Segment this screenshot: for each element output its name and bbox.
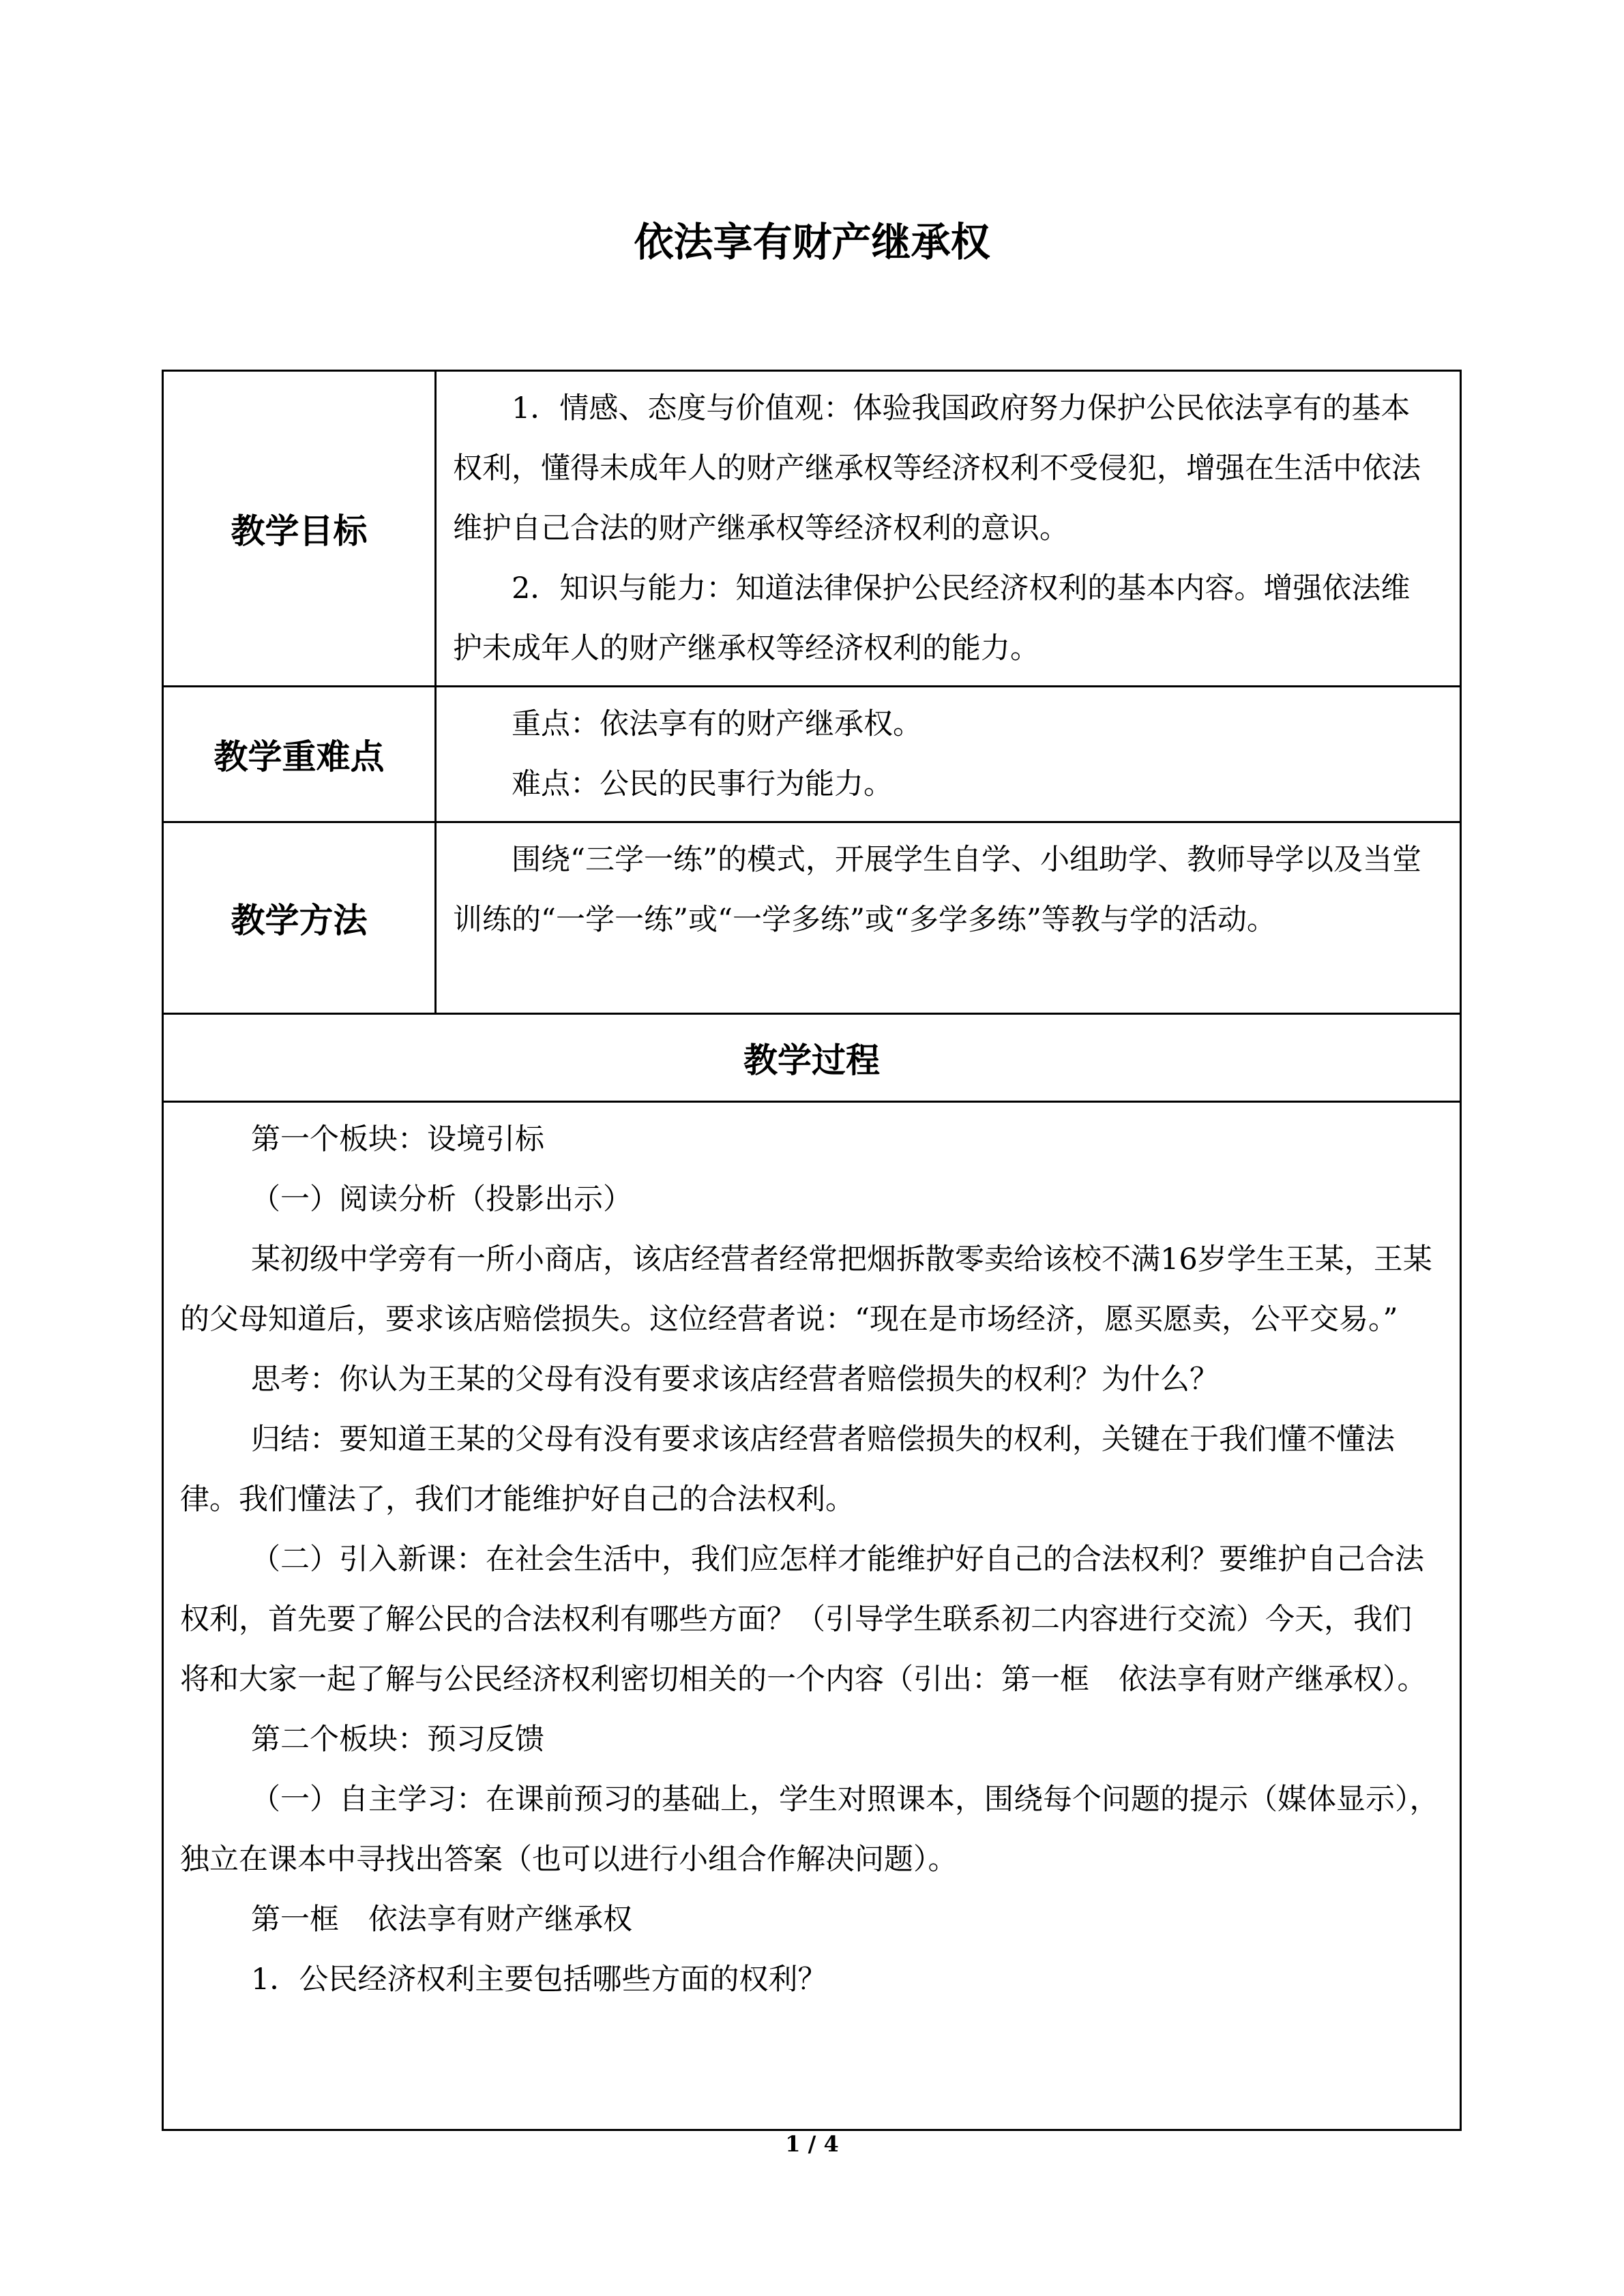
- lesson-plan-table: [162, 370, 1462, 2131]
- keys-label: 教学重难点: [163, 687, 436, 822]
- process-paragraph: （一）自主学习：在课前预习的基础上，学生对照课本，围绕每个问题的提示（媒体显示），独立在课本中寻找出答案（也可以进行小组合作解决问题）。: [180, 1783, 1439, 1877]
- process-paragraph: （二）引入新课：在社会生活中，我们应怎样才能维护好自己的合法权利？要维护自己合法权利，首先要了解公民的合法权利有哪些方面？（引导学生联系初二内容进行交流）今天，我们将和大家一起了解与公民经济权利密切相关的一个内容（引出：第一框 依法享有财产继承权）。: [180, 1542, 1427, 1697]
- goals-row: [163, 371, 1461, 687]
- process-paragraph: 归结：要知道王某的父母有没有要求该店经营者赔偿损失的权利，关键在于我们懂不懂法律。我们懂法了，我们才能维护好自己的合法权利。: [180, 1422, 1395, 1517]
- process-paragraph: 思考：你认为王某的父母有没有要求该店经营者赔偿损失的权利？为什么？: [251, 1362, 1219, 1397]
- methods-paragraph: 围绕“三学一练”的模式，开展学生自学、小组助学、教师导学以及当堂训练的“一学一练”或“一学多练”或“多学多练”等教与学的活动。: [453, 843, 1421, 937]
- keys-paragraph: 重点：依法享有的财产继承权。: [512, 707, 922, 741]
- methods-content: [436, 822, 1461, 1014]
- process-body-row: [163, 1102, 1461, 2130]
- keys-row: [163, 687, 1461, 822]
- keys-content: [436, 687, 1461, 822]
- process-paragraph: 第一个板块：设境引标: [251, 1122, 544, 1157]
- process-paragraph: （一）阅读分析（投影出示）: [251, 1182, 632, 1217]
- process-paragraph: 第一框 依法享有财产继承权: [251, 1903, 632, 1937]
- process-paragraph: 某初级中学旁有一所小商店，该店经营者经常把烟拆散零卖给该校不满16岁学生王某，王某的父母知道后，要求该店赔偿损失。这位经营者说：“现在是市场经济，愿买愿卖，公平交易。”: [180, 1242, 1432, 1337]
- goals-paragraph: 2．知识与能力：知道法律保护公民经济权利的基本内容。增强依法维护未成年人的财产继承权等经济权利的能力。: [453, 571, 1411, 666]
- process-content: [163, 1102, 1461, 2130]
- methods-label: 教学方法: [163, 822, 436, 1014]
- goals-paragraph: 1．情感、态度与价值观：体验我国政府努力保护公民依法享有的基本权利，懂得未成年人的财产继承权等经济权利不受侵犯，增强在生活中依法维护自己合法的财产继承权等经济权利的意识。: [453, 391, 1421, 546]
- page-title: 依法享有财产继承权: [634, 219, 990, 265]
- methods-row: [163, 822, 1461, 1014]
- process-paragraph: 1．公民经济权利主要包括哪些方面的权利？: [251, 1963, 827, 1997]
- goals-label: 教学目标: [163, 371, 436, 687]
- page-number: 1 / 4: [785, 2131, 839, 2157]
- goals-content: [436, 371, 1461, 687]
- process-header: 教学过程: [163, 1014, 1461, 1102]
- process-header-row: [163, 1014, 1461, 1102]
- process-paragraph: 第二个板块：预习反馈: [251, 1723, 544, 1757]
- keys-paragraph: 难点：公民的民事行为能力。: [512, 767, 893, 801]
